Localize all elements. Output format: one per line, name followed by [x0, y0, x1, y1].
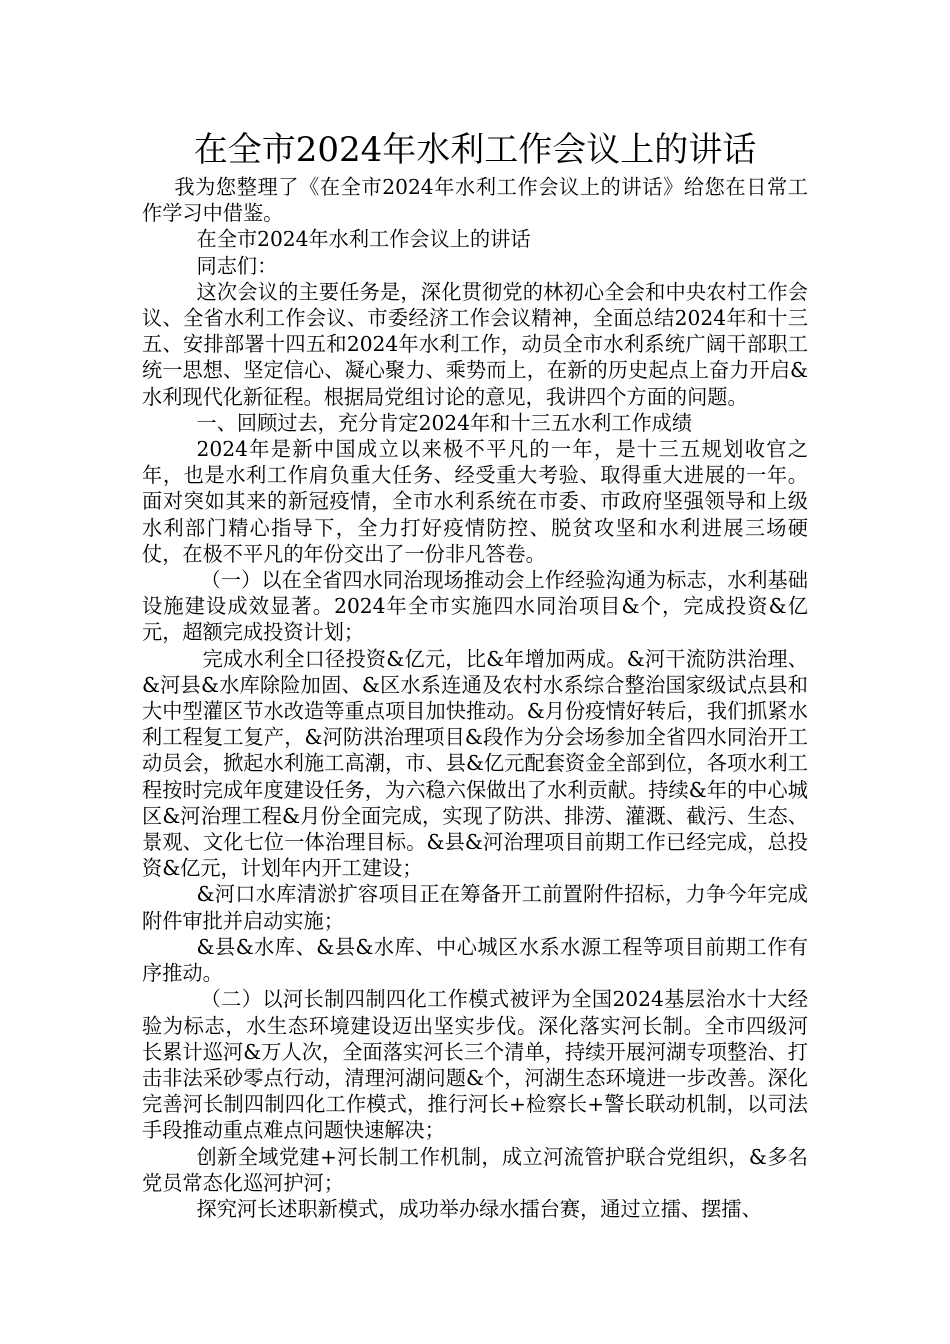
paragraph: （二）以河长制四制四化工作模式被评为全国2024基层治水十大经验为标志，水生态环境建设迈出坚实步伐。深化落实河长制。全市四级河长累计巡河&万人次，全面落实河长三个清单，持续开展河湖专项整治、打击非法采砂零点行动，清理河湖问题&个，河湖生态环境进一步改善。深化完善河长制四制四化工作模式，推行河长+检察长+警长联动机制，以司法手段推动重点难点问题快速解决；: [142, 987, 808, 1143]
paragraph: 同志们：: [196, 253, 278, 278]
paragraph: 2024年是新中国成立以来极不平凡的一年，是十三五规划收官之年，也是水利工作肩负重大任务、经受重大考验、取得重大进展的一年。面对突如其来的新冠疫情，全市水利系统在市委、市政府坚强领导和上级水利部门精心指导下，全力打好疫情防控、脱贫攻坚和水利进展三场硬仗，在极不平凡的年份交出了一份非凡答卷。: [142, 437, 808, 566]
paragraph: （一）以在全省四水同治现场推动会上作经验沟通为标志，水利基础设施建设成效显著。2024年全市实施四水同治项目&个，完成投资&亿元，超额完成投资计划；: [142, 568, 808, 645]
paragraph: 探究河长述职新模式，成功举办绿水擂台赛，通过立擂、摆擂、: [196, 1196, 762, 1221]
paragraph: &河口水库清淤扩容项目正在筹备开工前置附件招标，力争今年完成附件审批并启动实施；: [142, 882, 808, 933]
document-body: [142, 174, 808, 1222]
document-title: 在全市2024年水利工作会议上的讲话: [193, 130, 757, 170]
paragraph: 我为您整理了《在全市2024年水利工作会议上的讲话》给您在日常工作学习中借鉴。: [142, 175, 808, 226]
paragraph: 完成水利全口径投资&亿元，比&年增加两成。&河干流防洪治理、&河县&水库除险加固、&区水系连通及农村水系综合整治国家级试点县和大中型灌区节水改造等重点项目加快推动。&月份疫情好转后，我们抓紧水利工程复工复产，&河防洪治理项目&段作为分会场参加全省四水同治开工动员会，掀起水利施工高潮，市、县&亿元配套资金全部到位，各项水利工程按时完成年度建设任务，为六稳六保做出了水利贡献。持续&年的中心城区&河治理工程&月份全面完成，实现了防洪、排涝、灌溉、截污、生态、景观、文化七位一体治理目标。&县&河治理项目前期工作已经完成，总投资&亿元，计划年内开工建设；: [142, 646, 808, 881]
paragraph: 创新全域党建+河长制工作机制，成立河流管护联合党组织，&多名党员常态化巡河护河；: [142, 1144, 808, 1195]
paragraph: 一、回顾过去，充分肯定2024年和十三五水利工作成绩: [196, 410, 693, 435]
paragraph: &县&水库、&县&水库、中心城区水系水源工程等项目前期工作有序推动。: [142, 934, 808, 986]
paragraph: 在全市2024年水利工作会议上的讲话: [196, 227, 531, 252]
paragraph: 这次会议的主要任务是，深化贯彻党的林初心全会和中央农村工作会议、全省水利工作会议、市委经济工作会议精神，全面总结2024年和十三五、安排部署十四五和2024年水利工作，动员全市水利系统广阔干部职工统一思想、坚定信心、凝心聚力、乘势而上，在新的历史起点上奋力开启&水利现代化新征程。根据局党组讨论的意见，我讲四个方面的问题。: [142, 279, 808, 409]
